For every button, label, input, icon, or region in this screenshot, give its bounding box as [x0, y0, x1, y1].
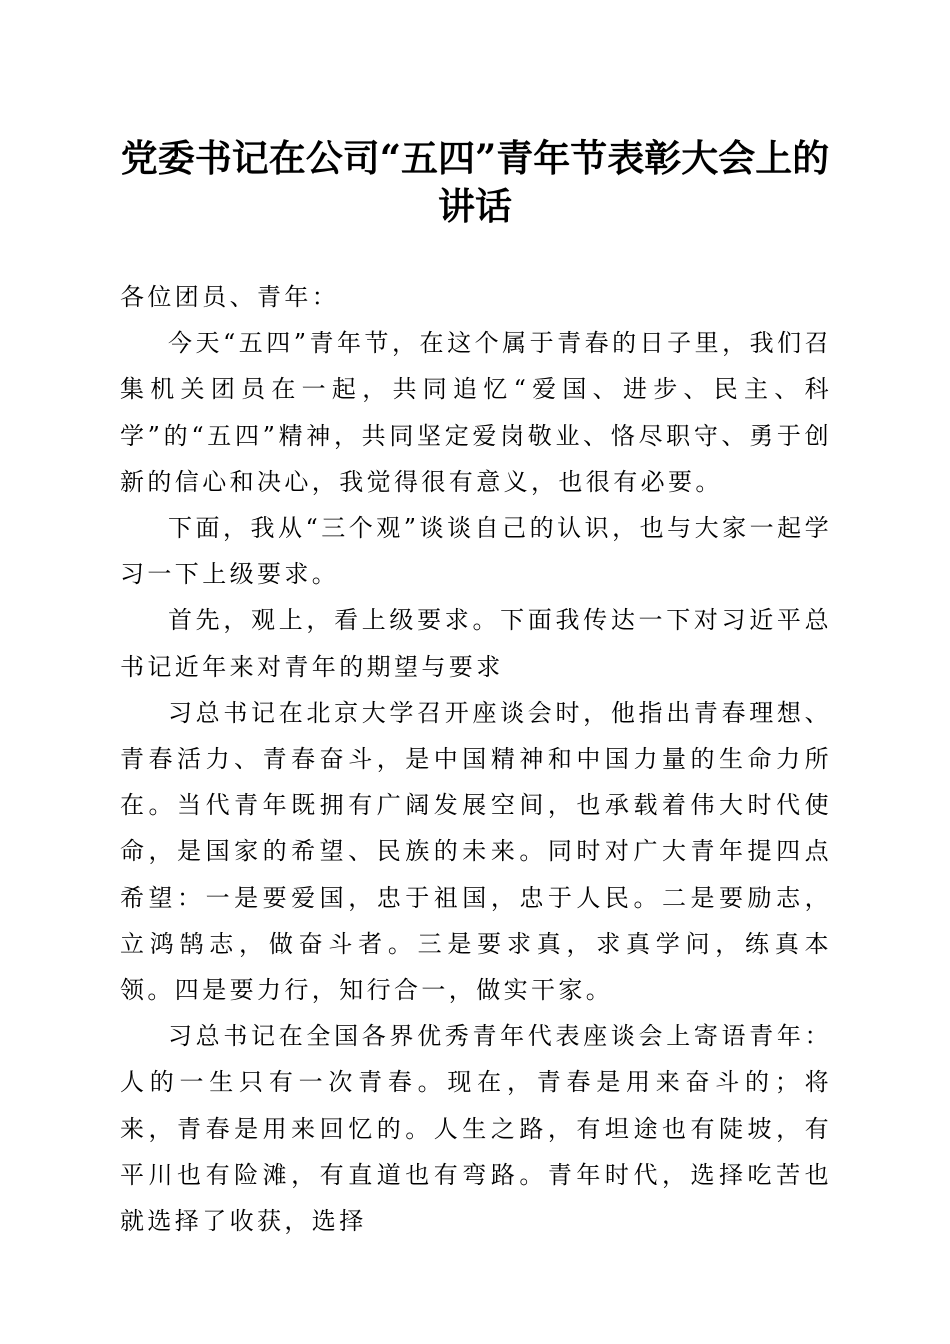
- document-title: 党委书记在公司“五四”青年节表彰大会上的讲话: [120, 136, 830, 228]
- salutation: 各位团员、青年：: [120, 283, 340, 311]
- document-body: [120, 274, 832, 1244]
- paragraph: 下面，我从“三个观”谈谈自己的认识，也与大家一起学习一下上级要求。: [120, 514, 832, 589]
- paragraph: 习总书记在北京大学召开座谈会时，他指出青春理想、青春活力、青春奋斗，是中国精神和中国力量的生命力所在。当代青年既拥有广阔发展空间，也承载着伟大时代使命，是国家的希望、民族的未来。同时对广大青年提四点希望：一是要爱国，忠于祖国，忠于人民。二是要励志，立鸿鹄志，做奋斗者。三是要求真，求真学问，练真本领。四是要力行，知行合一，做实干家。: [120, 698, 832, 1005]
- paragraph: 习总书记在全国各界优秀青年代表座谈会上寄语青年：人的一生只有一次青春。现在，青春是用来奋斗的；将来，青春是用来回忆的。人生之路，有坦途也有陡坡，有平川也有险滩，有直道也有弯路。青年时代，选择吃苦也就选择了收获，选择: [120, 1022, 832, 1236]
- paragraph: 今天“五四”青年节，在这个属于青春的日子里，我们召集机关团员在一起，共同追忆“爱国、进步、民主、科学”的“五四”精神，共同坚定爱岗敬业、恪尽职守、勇于创新的信心和决心，我觉得很有意义，也很有必要。: [120, 329, 832, 496]
- paragraph: 首先，观上，看上级要求。下面我传达一下对习近平总书记近年来对青年的期望与要求: [120, 606, 832, 681]
